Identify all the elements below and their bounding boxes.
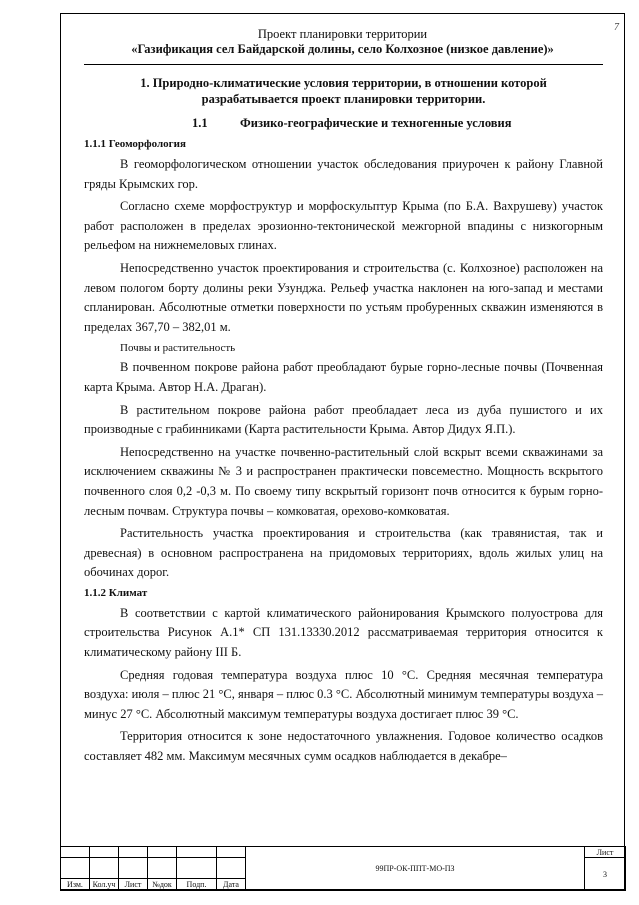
title-block-stamp xyxy=(60,846,626,891)
geomorphology-heading: 1.1.1 Геоморфология xyxy=(84,138,186,150)
paragraph: В почвенном покрове района работ преобладают бурые горно-лесные почвы (Почвенная карта Крыма. Автор Н.А. Драган). xyxy=(84,360,603,394)
section-title: 1. Природно-климатические условия территории, в отношении которой разрабатывается проект планировки территории. xyxy=(140,76,547,106)
header-divider xyxy=(84,64,603,65)
document-body xyxy=(84,75,603,770)
soil-subheading: Почвы и растительность xyxy=(120,342,236,355)
sheet-number: 3 xyxy=(585,858,626,891)
stamp-cell xyxy=(217,858,246,879)
paragraph: Средняя годовая температура воздуха плюс 10 °С. Средняя месячная температура воздуха: июля – плюс 21 °С, января – плюс 0.3 °С. Абсолютный минимум температуры воздуха – минус 27 °С. Абсолютный максимум температуры воздуха достигает плюс 39 °С. xyxy=(84,667,603,721)
stamp-cell xyxy=(177,858,217,879)
paragraph: В растительном покрове района работ преобладает леса из дуба пушистого и их производные с грабинниками (Карта растительности Крыма. Автор Дидух Я.П.). xyxy=(84,402,603,437)
stamp-cell xyxy=(148,847,177,858)
climate-heading: 1.1.2 Климат xyxy=(84,586,148,599)
stamp-label-docnum: №док xyxy=(148,879,177,891)
sheet-label: Лист xyxy=(585,847,626,858)
stamp-cell xyxy=(61,858,90,879)
stamp-cell xyxy=(217,847,246,858)
paragraph: Согласно схеме морфоструктур и морфоскульптур Крыма (по Б.А. Вахрушеву) участок работ расположен в пределах эрозионно-тектонической межгорной впадины с низкогорным рельефом на нижнемеловых глинах. xyxy=(84,199,603,253)
stamp-cell xyxy=(177,847,217,858)
stamp-cell xyxy=(61,847,90,858)
paragraph: В геоморфологическом отношении участок обследования приурочен к району Главной гряды Крымских гор. xyxy=(84,157,603,191)
paragraph: Непосредственно участок проектирования и строительства (с. Колхозное) расположен на левом пологом борту долины реки Узунджа. Рельеф участка наклонен на юго-запад и местами спланирован. Абсолютные отметки поверхности по устьям пробуренных скважин изменяются в пределах 367,70 – 382,01 м. xyxy=(84,260,603,334)
stamp-label-change: Изм. xyxy=(61,879,90,891)
header-project-title: Проект планировки территории xyxy=(257,27,428,41)
paragraph: Территория относится к зоне недостаточного увлажнения. Годовое количество осадков составляет 482 мм. Максимум месячных сумм осадков наблюдается в декабре– xyxy=(84,729,603,764)
stamp-cell xyxy=(90,858,119,879)
header-project-name: «Газификация сел Байдарской долины, село Колхозное (низкое давление)» xyxy=(131,42,554,56)
subsection-heading xyxy=(192,115,603,131)
stamp-cell xyxy=(148,858,177,879)
page-number: 7 xyxy=(614,22,619,33)
subsection-title: Физико-географические и техногенные условия xyxy=(240,116,512,130)
stamp-cell xyxy=(119,858,148,879)
document-code: 99ПР-ОК-ППТ-МО-ПЗ xyxy=(246,847,585,891)
stamp-cell xyxy=(119,847,148,858)
subsection-number: 1.1 xyxy=(192,116,208,130)
paragraph: В соответствии с картой климатического районирования Крымского полуострова для строительства Рисунок А.1* СП 131.13330.2012 рассматриваемая территория относится к климатическому району III Б. xyxy=(84,605,603,660)
stamp-label-date: Дата xyxy=(217,879,246,891)
stamp-cell xyxy=(90,847,119,858)
stamp-label-count: Кол.уч xyxy=(90,879,119,891)
stamp-label-sheet: Лист xyxy=(119,879,148,891)
paragraph: Непосредственно на участке почвенно-растительный слой вскрыт всеми скважинами за исключением скважины № 3 и распространен практически повсеместно. Мощность вскрытого почвенного слоя 0,2 -0,3 м. По своему типу вскрытый горизонт почв относится к бурым горно-лесным почвам. Структура почвы – комковатая, орехово-комковатая. xyxy=(84,444,603,518)
paragraph: Растительность участка проектирования и строительства (как травянистая, так и древесная) в основном распространена на придомовых территориях, вдоль жилых улиц на обочинах дорог. xyxy=(84,526,603,580)
stamp-label-signature: Подп. xyxy=(177,879,217,891)
